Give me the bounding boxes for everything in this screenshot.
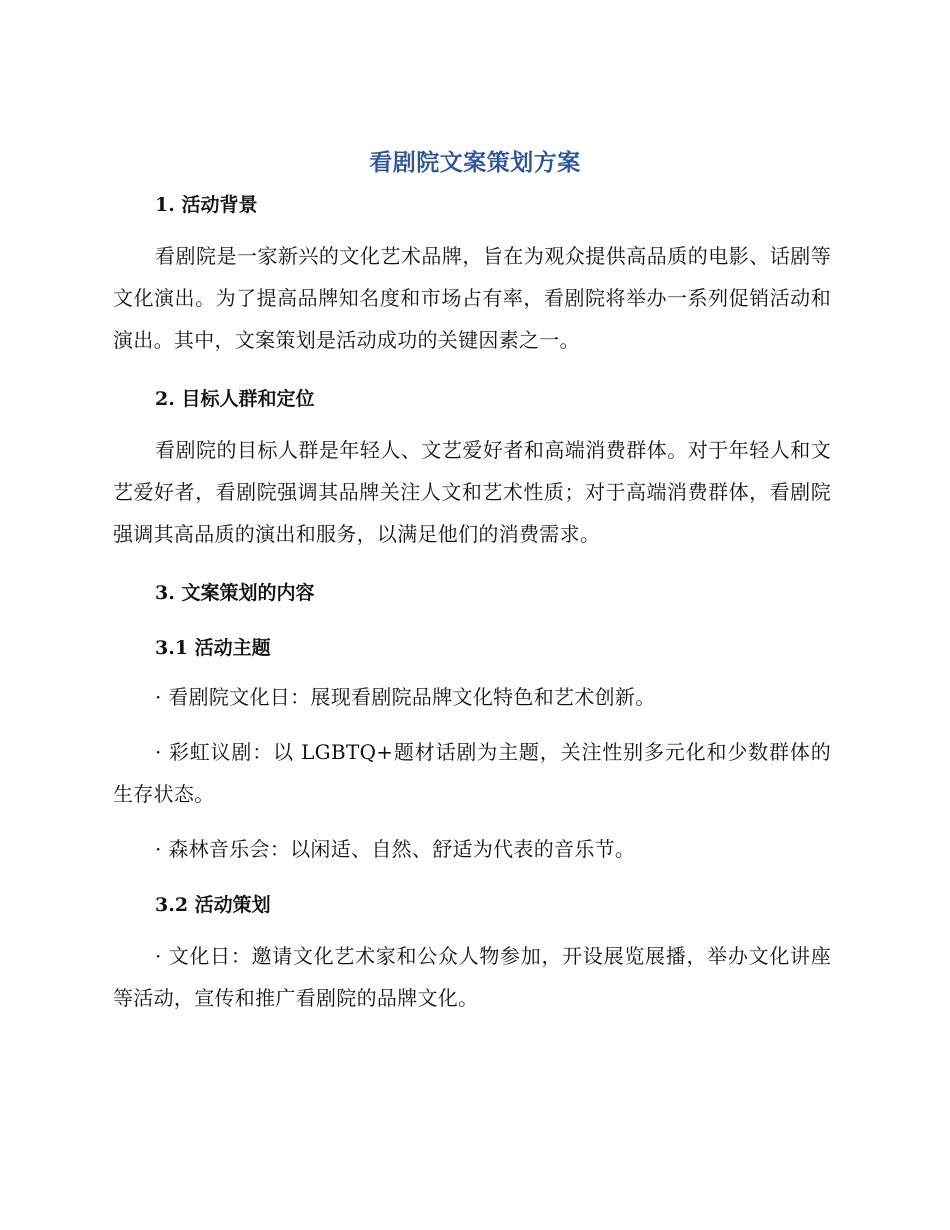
list-item: · 看剧院文化日：展现看剧院品牌文化特色和艺术创新。 [155,685,656,709]
subsection-heading-planning: 3.2 活动策划 [155,894,271,916]
list-item: · 彩虹议剧：以 LGBTQ+题材话剧为主题，关注性别多元化和少数群体的生存状态。 [113,740,831,806]
section-paragraph-background: 看剧院是一家新兴的文化艺术品牌，旨在为观众提供高品质的电影、话剧等文化演出。为了提高品牌知名度和市场占有率，看剧院将举办一系列促销活动和演出。其中，文案策划是活动成功的关键因素之一。 [113,244,831,352]
section-paragraph-target-audience: 看剧院的目标人群是年轻人、文艺爱好者和高端消费群体。对于年轻人和文艺爱好者，看剧院强调其品牌关注人文和艺术性质；对于高端消费群体，看剧院强调其高品质的演出和服务，以满足他们的消费需求。 [113,438,831,546]
list-item: · 文化日：邀请文化艺术家和公众人物参加，开设展览展播，举办文化讲座等活动，宣传和推广看剧院的品牌文化。 [113,944,831,1010]
section-heading-background: 1. 活动背景 [155,194,258,216]
list-item: · 森林音乐会：以闲适、自然、舒适为代表的音乐节。 [155,837,636,861]
subsection-heading-theme: 3.1 活动主题 [155,637,271,659]
section-heading-content: 3. 文案策划的内容 [155,582,315,604]
document-body [113,190,831,1019]
document-title: 看剧院文案策划方案 [369,150,581,176]
section-heading-target-audience: 2. 目标人群和定位 [155,388,315,410]
